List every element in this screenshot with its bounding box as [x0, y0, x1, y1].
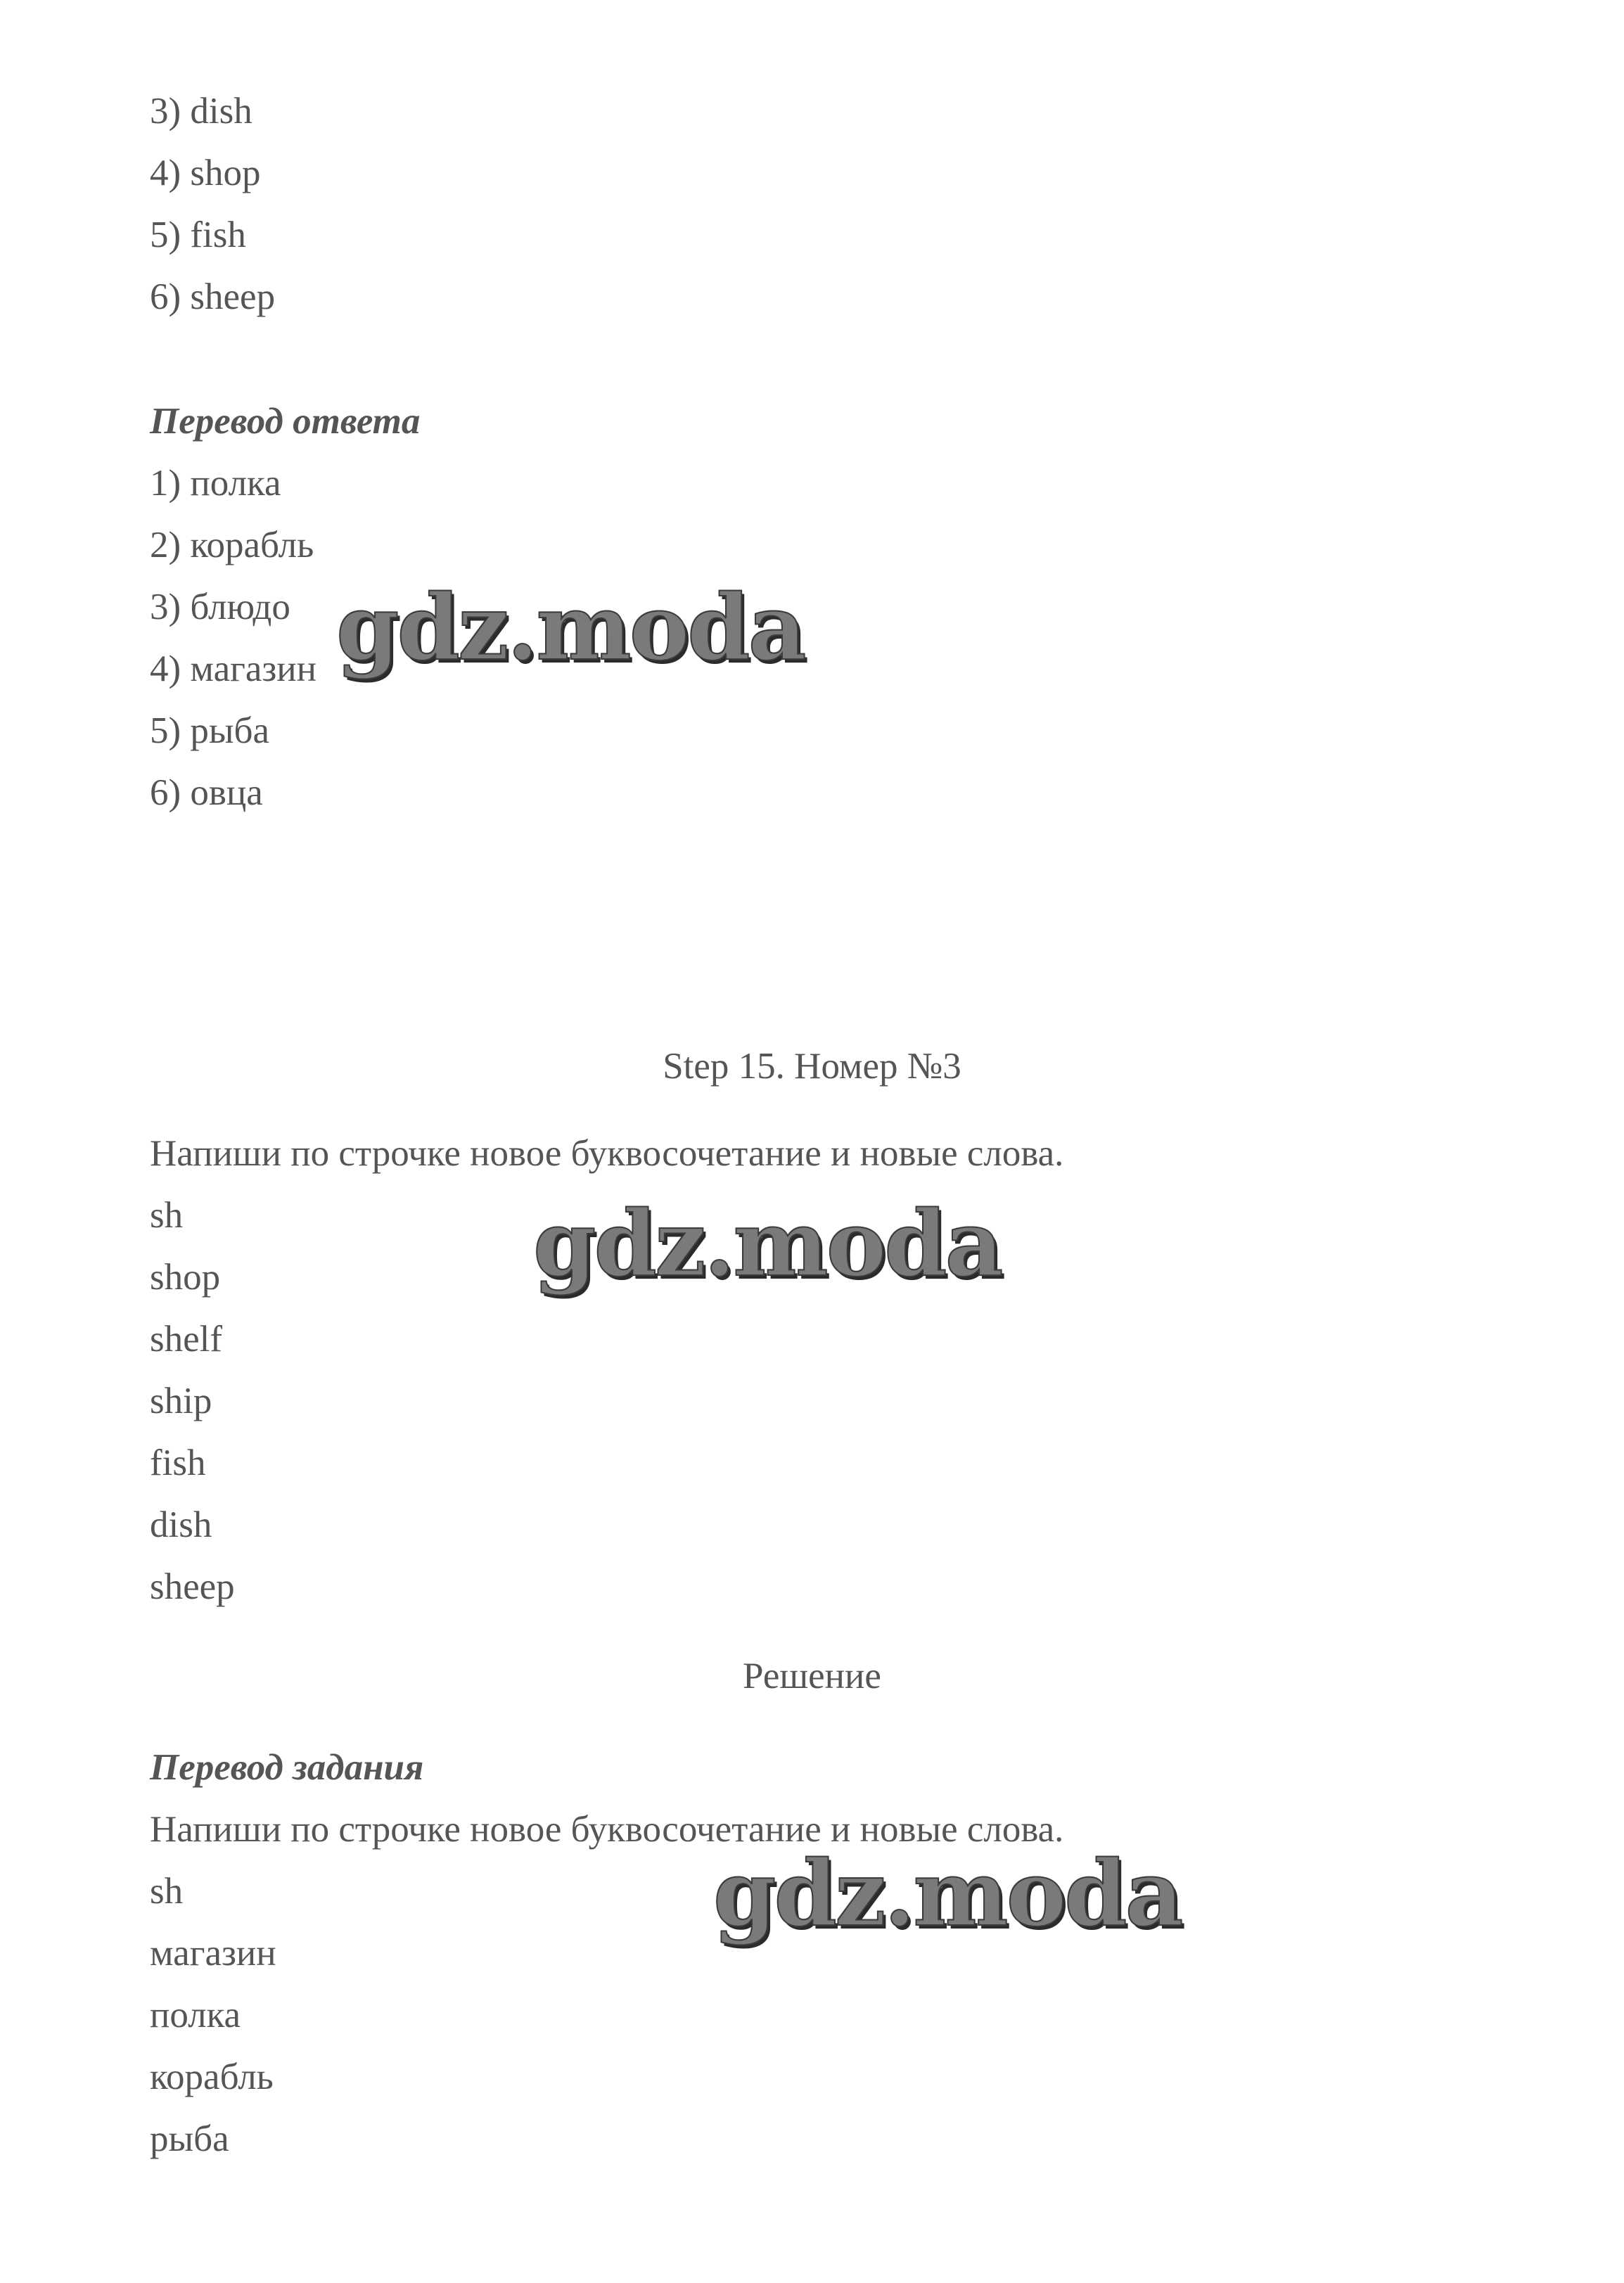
solution-instruction: Напиши по строчке новое буквосочетание и новые слова.: [150, 1809, 1064, 1850]
translation-item: 2) корабль: [150, 525, 314, 565]
answer-item: 3) dish: [150, 91, 252, 132]
answer-item: 4) shop: [150, 153, 261, 193]
translation-item: 3) блюдо: [150, 587, 290, 627]
translation-item: 5) рыба: [150, 710, 269, 751]
translation-item: 1) полка: [150, 463, 281, 504]
watermark: gdz.moda: [336, 575, 805, 681]
solution-label: Решение: [743, 1656, 881, 1696]
task-word: dish: [150, 1504, 212, 1545]
solution-word: рыба: [150, 2118, 229, 2159]
task-translation-heading: Перевод задания: [150, 1747, 424, 1788]
translation-item: 6) овца: [150, 772, 263, 813]
watermark: gdz.moda: [713, 1841, 1182, 1947]
translation-item: 4) магазин: [150, 648, 317, 689]
answer-item: 5) fish: [150, 215, 246, 255]
task-word: shop: [150, 1257, 221, 1298]
task-title: Step 15. Номер №3: [663, 1046, 961, 1087]
solution-word: магазин: [150, 1933, 276, 1974]
task-instruction: Напиши по строчке новое буквосочетание и новые слова.: [150, 1133, 1064, 1174]
solution-word: полка: [150, 1995, 241, 2035]
watermark: gdz.moda: [533, 1191, 1002, 1297]
solution-word: sh: [150, 1871, 184, 1912]
answer-item: 6) sheep: [150, 276, 276, 317]
task-word: sh: [150, 1195, 184, 1236]
task-word: ship: [150, 1381, 212, 1421]
task-word: sheep: [150, 1566, 235, 1607]
task-word: fish: [150, 1443, 206, 1483]
answer-translation-heading: Перевод ответа: [150, 401, 421, 442]
task-word: shelf: [150, 1319, 223, 1360]
solution-word: корабль: [150, 2057, 274, 2097]
